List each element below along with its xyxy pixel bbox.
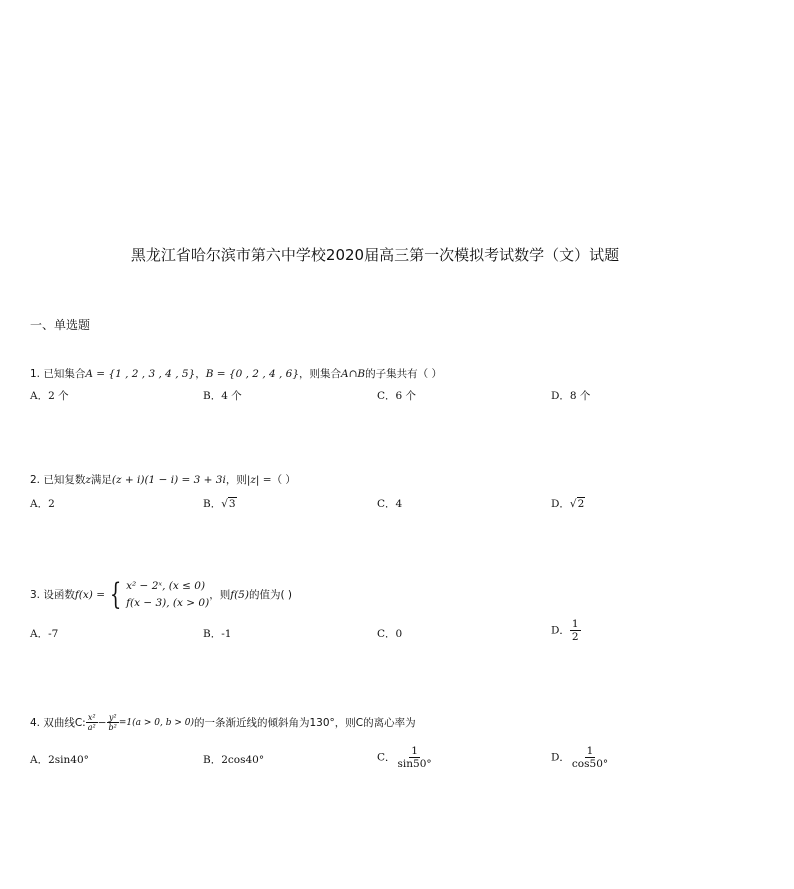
q1-option-b: B．4 个	[203, 390, 242, 402]
fraction-denominator: 2	[571, 631, 579, 644]
q3-suffix: 的值为( )	[248, 589, 292, 602]
q2-option-b	[203, 496, 237, 511]
sqrt-symbol: √	[569, 498, 577, 510]
q1-mid: ，则集合	[299, 368, 342, 380]
q4-option-d	[551, 745, 610, 770]
q2-prefix: 2. 已知复数	[30, 474, 86, 486]
sqrt-symbol: √	[221, 498, 228, 510]
q2-mid: 满足	[90, 474, 112, 486]
fraction-denominator: b²	[108, 723, 117, 733]
q1-option-d: D．8 个	[551, 390, 591, 402]
q2-option-d-radicand: 2	[577, 498, 585, 510]
page-title: 黑龙江省哈尔滨市第六中学校2020届高三第一次模拟考试数学（文）试题	[130, 246, 620, 264]
q1-expr: A∩B	[341, 368, 366, 380]
q4-option-c-label: C．	[377, 751, 396, 764]
fraction-numerator: 1	[586, 745, 594, 757]
question-4-stem	[30, 713, 416, 732]
q1-sep: ，	[195, 368, 206, 380]
q4-prefix: 4. 双曲线C:	[30, 717, 86, 730]
q4-option-d-fraction	[570, 745, 610, 770]
q2-option-b-label: B．	[203, 498, 222, 510]
q2-mid2: ，则	[225, 474, 247, 486]
q4-option-c-fraction	[396, 745, 434, 770]
q4-option-c	[377, 745, 434, 770]
q3-option-d	[551, 618, 581, 643]
question-2-stem	[30, 472, 296, 487]
q2-option-d-sqrt	[570, 497, 585, 510]
q2-abs-z: |z| =	[246, 474, 272, 486]
fraction-denominator: a²	[87, 723, 96, 733]
q4-option-a: A．2sin40°	[30, 754, 89, 766]
q3-option-a: A．-7	[30, 628, 59, 640]
fraction-numerator: y²	[108, 713, 117, 722]
fraction-numerator: 1	[571, 618, 579, 630]
q2-option-b-sqrt	[221, 497, 236, 510]
q4-suffix: 的一条渐近线的倾斜角为130°，则C的离心率为	[193, 717, 416, 730]
q2-suffix: （ ）	[271, 474, 296, 486]
fraction-denominator: sin50°	[397, 758, 432, 771]
q4-option-d-label: D．	[551, 751, 570, 764]
fraction-denominator: cos50°	[571, 758, 609, 771]
q3-f5: f(5)	[230, 588, 249, 601]
q3-prefix: 3. 设函数	[30, 589, 75, 602]
question-3-stem	[30, 578, 292, 612]
q3-piecewise	[126, 578, 209, 612]
section-heading: 一、单选题	[30, 318, 91, 332]
q2-z: z	[85, 474, 91, 486]
q1-option-c: C．6 个	[377, 390, 417, 402]
q2-option-d-label: D．	[551, 498, 570, 510]
q3-case-2: f(x − 3), (x > 0)	[126, 596, 210, 609]
q3-option-d-fraction	[570, 618, 581, 643]
q2-equation: (z + i)(1 − i) = 3 + 3i	[111, 474, 226, 486]
q3-fx: f(x) =	[74, 588, 105, 601]
question-1-stem	[30, 366, 442, 381]
q4-minus: −	[97, 716, 107, 729]
q4-y-fraction	[107, 713, 119, 732]
q1-suffix: 的子集共有（ ）	[365, 368, 442, 380]
q1-set-b: B = {0 , 2 , 4 , 6}	[205, 368, 300, 380]
left-brace-icon: {	[109, 576, 122, 612]
q1-set-a: A = {1 , 2 , 3 , 4 , 5}	[85, 368, 196, 380]
q4-option-b: B．2cos40°	[203, 754, 265, 766]
q3-mid: ，则	[209, 589, 231, 602]
q2-option-c: C．4	[377, 498, 403, 510]
q4-condition: =1(a > 0, b > 0)	[118, 717, 194, 728]
q3-option-d-label: D．	[551, 624, 570, 637]
q2-option-d	[551, 496, 585, 511]
q3-case-1: x² − 2ˣ, (x ≤ 0)	[126, 580, 206, 592]
fraction-numerator: 1	[411, 745, 418, 757]
q1-option-a: A．2 个	[30, 390, 69, 402]
q4-x-fraction	[86, 713, 98, 732]
q1-prefix: 1. 已知集合	[30, 368, 86, 380]
q2-option-b-radicand: 3	[228, 498, 236, 510]
q3-option-b: B．-1	[203, 628, 232, 640]
fraction-numerator: x²	[87, 713, 96, 722]
q2-option-a: A．2	[30, 498, 55, 510]
q3-option-c: C．0	[377, 628, 403, 640]
